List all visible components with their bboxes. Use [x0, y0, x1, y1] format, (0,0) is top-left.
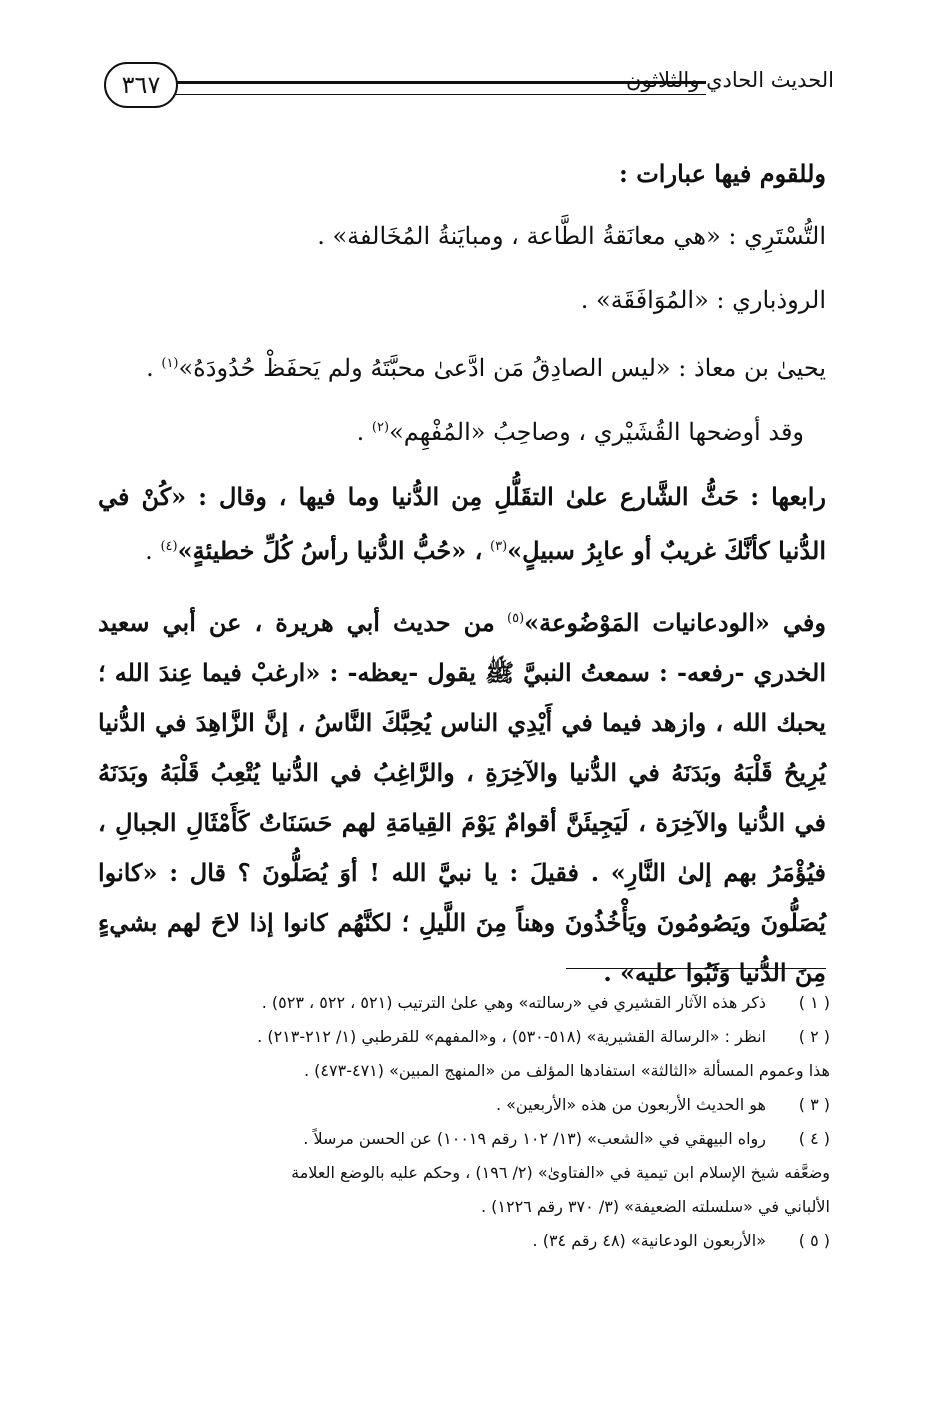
paragraph-wadaaniyyat-lead: وفي «الودعانيات المَوْضُوعة»	[524, 608, 826, 637]
footnote-line: وضعَّفه شيخ الإسلام ابن تيمية في «الفتاوىٰ» (٢/ ١٩٦) ، وحكم عليه بالوضع العلامة	[291, 1163, 830, 1182]
quote-qushayri: وقد أوضحها القُشَيْري ، وصاحِبُ «المُفْهِم»$^{(٢)}$ .	[356, 418, 804, 446]
paragraph-wadaaniyyat	[98, 594, 826, 987]
paragraph-fourth-text: حَثُّ الشَّارع علىٰ التقَلُّلِ مِن الدُّنيا وما فيها ، وقال : «كُنْ في الدُّنيا كأنَّكَ غريبٌ أو عابِرُ سبيلٍ»	[98, 482, 826, 565]
footnote-4	[98, 1122, 830, 1224]
paragraph-fourth-lead: رابعها :	[750, 482, 826, 511]
paragraph-fourth-text-b: ، «حُبُّ الدُّنيا رأسُ كُلِّ خطيئةٍ»	[177, 536, 483, 565]
intro-line: وللقوم فيها عبارات :	[619, 159, 826, 188]
footnote-line: رواه البيهقي في «الشعب» (١٣/ ١٠٢ رقم ١٠٠١٩) عن الحسن مرسلاً .	[303, 1129, 766, 1148]
footnote-ref-1: (١)	[161, 356, 179, 371]
paragraph-fourth: رابعها : حَثُّ الشَّارع علىٰ التقَلُّلِ مِن الدُّنيا وما فيها ، وقال : «كُنْ في الدُّنيا كأنَّكَ غريبٌ أو عابِرُ سبيلٍ»$^{(٣)}$ ، «حُبُّ الدُّنيا رأسُ كُلِّ خطيئةٍ»$^{(٤)}$ .	[98, 482, 826, 565]
quote-rudhbari: الروذباري : «المُوَافَقَة» .	[580, 286, 826, 314]
footnote-line: هذا وعموم المسألة «الثالثة» استفادها المؤلف من «المنهج المبين» (٤٧١-٤٧٣) .	[303, 1061, 830, 1080]
footnote-ref-3: (٣)	[490, 539, 508, 554]
footnote-line: الألباني في «سلسلته الضعيفة» (٣/ ٣٧٠ رقم ١٢٢٦) .	[480, 1197, 830, 1216]
footnote-line: انظر : «الرسالة القشيرية» (٥١٨-٥٣٠) ، و«المفهم» للقرطبي (١/ ٢١٢-٢١٣) .	[257, 1027, 766, 1046]
footnote-number: ( ٤ )	[798, 1129, 830, 1148]
main-text	[98, 150, 826, 987]
footnote-rule	[566, 968, 826, 969]
quote-yahya-text: يحيىٰ بن معاذ : «ليس الصادِقُ مَن ادَّعىٰ محبَّتَهُ ولم يَحفَظْ حُدُودَهُ»	[178, 354, 826, 382]
footnote-number: ( ٣ )	[798, 1095, 830, 1114]
footnote-line: ذكر هذه الآثار القشيري في «رسالته» وهي علىٰ الترتيب (٥٢١ ، ٥٢٢ ، ٥٢٣) .	[261, 993, 766, 1012]
quote-qushayri-text: وقد أوضحها القُشَيْري ، وصاحِبُ «المُفْهِم»	[389, 418, 804, 446]
footnote-line: «الأربعون الودعانية» (٤٨ رقم ٣٤) .	[532, 1231, 766, 1250]
footnote-number: ( ٥ )	[798, 1231, 830, 1250]
footnote-2	[98, 1020, 830, 1088]
footnote-number: ( ٢ )	[798, 1027, 830, 1046]
page-header	[104, 62, 834, 114]
page-number: ٣٦٧	[104, 62, 178, 108]
paragraph-wadaaniyyat-text: من حديث أبي هريرة ، عن أبي سعيد الخدري -رفعه- : سمعتُ النبيَّ ﷺ يقول -يعظه- : «ارغبْ فيما عِندَ الله ؛ يحبك الله ، وازهد فيما في أَيْدِي الناس يُحِبَّكَ النَّاسُ ، إنَّ الزَّاهِدَ في الدُّنيا يُرِيحُ قَلْبَهُ وبَدَنَهُ في الدُّنيا والآخِرَةِ ، والرَّاغِبُ في الدُّنيا يُتْعِبُ قَلْبَهُ وبَدَنَهُ في الدُّنيا والآخِرَة ، لَيَجِيئَنَّ أقوامٌ يَوْمَ القِيامَةِ لهم حَسَنَاتٌ كَأَمْثَالِ الجبالِ ، فيُؤْمَرُ بهم إلىٰ النَّارِ» . فقيلَ : يا نبيَّ الله ! أوَ يُصَلُّونَ ؟ قال : «كانوا يُصَلُّونَ ويَصُومُونَ ويَأْخُذُونَ وهناً مِنَ اللَّيلِ ؛ لكنَّهُم كانوا إذا لاحَ لهم بشيءٍ مِنَ الدُّنيا وَثَبُوا عليه» .	[98, 608, 826, 987]
footnote-ref-4: (٤)	[160, 539, 178, 554]
footnotes	[98, 986, 830, 1258]
footnote-number: ( ١ )	[798, 993, 830, 1012]
footnote-3	[98, 1088, 830, 1122]
quote-tustari: التُّسْتَرِي : «هي معانَقةُ الطَّاعة ، ومبايَنةُ المُخَالفة» .	[317, 222, 826, 250]
footnote-ref-2: (٢)	[371, 420, 390, 435]
footnote-1	[98, 986, 830, 1020]
quote-yahya: يحيىٰ بن معاذ : «ليس الصادِقُ مَن ادَّعىٰ محبَّتَهُ ولم يَحفَظْ حُدُودَهُ»$^{(١)}$ .	[146, 354, 826, 382]
footnote-5	[98, 1224, 830, 1258]
footnote-ref-5: (٥)	[507, 611, 525, 626]
footnote-line: هو الحديث الأربعون من هذه «الأربعين» .	[495, 1095, 766, 1114]
running-title: الحديث الحادي والثلاثون	[626, 68, 834, 92]
